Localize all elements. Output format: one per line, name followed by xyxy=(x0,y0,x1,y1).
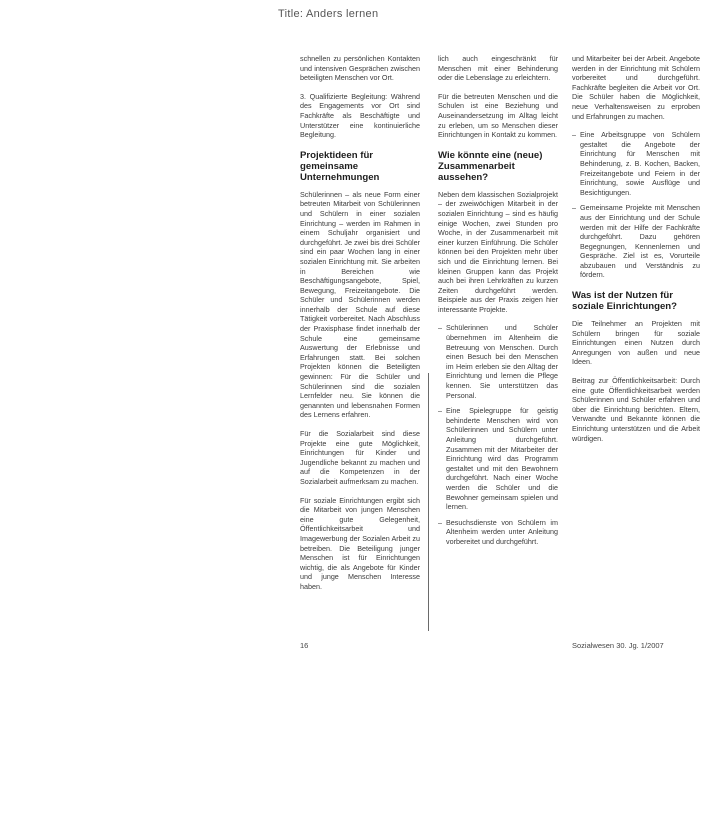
list-item: – Schülerinnen und Schüler übernehmen im Altenheim die Betreuung von Menschen. Durch einen Besuch bei den Menschen im Heim erleben sie den Alltag der Einrichtung und lernen die Pflege kennen. Sie unterstützen das Personal. xyxy=(446,323,558,400)
paragraph: lich auch eingeschränkt für Menschen mit einer Behinderung oder die Lebenslage zu erleichtern. xyxy=(438,54,558,83)
page-header: Title: Anders lernen xyxy=(278,8,379,20)
paragraph: Schülerinnen – als neue Form einer betreuten Mitarbeit von Schülerinnen und Schülern in einer sozialen Einrichtung – werden im Rahmen in einem Schuljahr organisiert und durchgeführt. Je zwei bis drei Schüler sind ein paar Wochen lang in einer sozialen Einrichtung mit. Sie arbeiten in Bereichen wie Beschäftigungsangebote, Spiel, Bewegung, Freizeitangebote. Die Schüler und Schülerinnen werden innerhalb der Schule auf diese Tätigkeit vorbereitet. Nach Abschluss der Praxisphase findet innerhalb der Schule eine gemeinsame Auswertung der Erlebnisse und Erfahrungen statt. Bei solchen Projekten können die Beteiligten gewinnen: Für die Schüler und Schülerinnen sind die sozialen Lernfelder neu. Sie können die genannten und lebensnahen Formen des Lernens erfahren. xyxy=(300,189,420,420)
paragraph: Beitrag zur Öffentlichkeitsarbeit: Durch eine gute Öffentlichkeitsarbeit werden Schülerinnen und Schüler erfahren und über die Einrichtung berichten. Eltern, Verwandte und Bekannte können die Einrichtung unterstützen und die Arbeit würdigen. xyxy=(572,376,700,443)
paragraph: schnellen zu persönlichen Kontakten und intensiven Gesprächen zwischen beteiligten Menschen vor Ort. xyxy=(300,54,420,83)
section-heading: Was ist der Nutzen für soziale Einrichtungen? xyxy=(572,290,678,313)
page-number: 16 xyxy=(300,641,309,650)
paragraph: Für die Sozialarbeit sind diese Projekte eine gute Möglichkeit, Einrichtungen für Kinder und Jugendliche bekannt zu machen und auf die Kompetenzen in der Sozialarbeit aufmerksam zu machen. xyxy=(300,429,420,486)
text-column-2 xyxy=(438,54,558,556)
section-heading: Wie könnte eine (neue) Zusammenarbeit aussehen? xyxy=(438,149,543,183)
paragraph: Neben dem klassischen Sozialprojekt – der zweiwöchigen Mitarbeit in der sozialen Einrichtung – sind es häufig einige Wochen, zwei Stunden pro Woche, in der Zusammenarbeit mit einer kurzen Einführung. Die Schüler können bei den Projekten mehr über sich und die Einrichtung lernen. Bei kleinen Gruppen kann das Projekt auch bei ihren Lehrkräften zu kurzen Zeiten durchgeführt werden. Beispiele aus der Praxis zeigen hier interessante Projekte. xyxy=(438,189,558,314)
journal-footer: Sozialwesen 30. Jg. 1/2007 xyxy=(572,641,664,650)
paragraph: und Mitarbeiter bei der Arbeit. Angebote werden in der Einrichtung mit Schülern vorbereitet und durchgeführt. Fachkräfte begleiten die Arbeit vor Ort. Die Schüler haben die Möglichkeit, neue Verhaltensweisen zu erproben und Erfahrungen zu machen. xyxy=(572,54,700,121)
paragraph: 3. Qualifizierte Begleitung: Während des Engagements vor Ort sind Fachkräfte als Beschäftigte und Unterstützer eine kontinuierliche Begleitung. xyxy=(300,91,420,140)
list-item: – Eine Arbeitsgruppe von Schülern gestaltet die Angebote der Einrichtung für Menschen mit Behinderung, z. B. Kochen, Backen, Freizeitangebote und Feiern in der Einrichtung, sowie Ausflüge und Besichtigungen. xyxy=(580,130,700,197)
text-column-3 xyxy=(572,54,700,452)
paragraph: Die Teilnehmer an Projekten mit Schülern bringen für soziale Einrichtungen einen Nutzen durch Anregungen von außen und neue Ideen. xyxy=(572,319,700,367)
list-item: – Eine Spielegruppe für geistig behinderte Menschen wird von Schülerinnen und Schülern unter Anleitung durchgeführt. Zusammen mit der Mitarbeiter der Einrichtung wird das Programm gestaltet und mit den Bewohnern durchgeführt. Nach einer Woche werden die Schüler und die Bewohner gemeinsam spielen und lernen. xyxy=(446,406,558,512)
paragraph: Für die betreuten Menschen und die Schulen ist eine Beziehung und Auseinandersetzung im Alltag leicht zu erleben, um so Menschen dieser Einrichtungen in Kontakt zu kommen. xyxy=(438,91,558,140)
list-item: – Besuchsdienste von Schülern im Altenheim werden unter Anleitung vorbereitet und durchgeführt. xyxy=(446,518,558,547)
bullet-list xyxy=(438,323,558,546)
bullet-list xyxy=(572,130,700,280)
paragraph: Für soziale Einrichtungen ergibt sich die Mitarbeit von jungen Menschen eine gute Gelegenheit, Öffentlichkeitsarbeit und Imagewerbung der Sozialen Arbeit zu betreiben. Die Beteiligung junger Menschen ist für Einrichtungen wichtig, die als Angebote für Kinder und junge Menschen Interesse haben. xyxy=(300,495,420,591)
text-column-1 xyxy=(300,54,420,601)
column-divider xyxy=(428,373,429,631)
list-item: – Gemeinsame Projekte mit Menschen aus der Einrichtung und der Schule werden mit der Hilfe der Fachkräfte durchgeführt. Dazu gehören Begegnungen, Kennenlernen und Gespräche. Ziel ist es, Vorurteile abzubauen und Verständnis zu fördern. xyxy=(580,203,700,280)
section-heading: Projektideen für gemeinsame Unternehmungen xyxy=(300,149,380,183)
